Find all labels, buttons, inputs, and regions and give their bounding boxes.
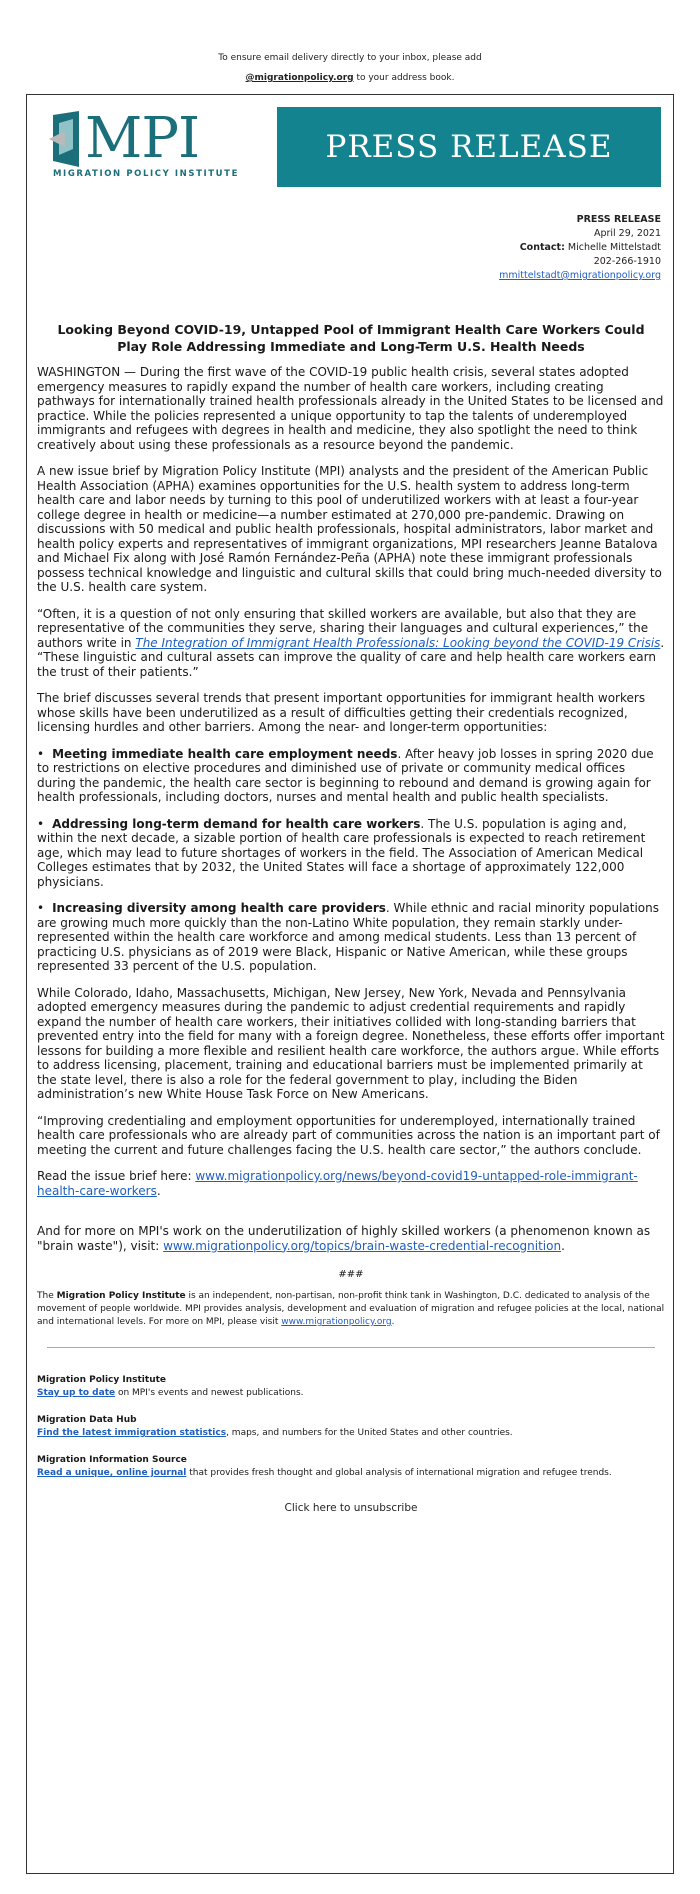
contact-block [499, 213, 661, 283]
paragraph-2: A new issue brief by Migration Policy Institute (MPI) analysts and the president of the American Public Health Association (APHA) examines opportunities for the U.S. health system to address long-term health care and labor needs by turning to this pool of underutilized workers with at least a four-year college degree in health or medicine—a number estimated at 270,000 pre-pandemic. Drawing on discussions with 50 medical and public health professionals, hospital administrators, labor market and health policy experts and representatives of immigrant organizations, MPI researchers Jeanne Batalova and Michael Fix along with José Ramón Fernández-Peña (APHA) note these immigrant professionals possess technical knowledge and linguistic and cultural skills that could bring much-needed diversity to the U.S. health care system. [37, 464, 662, 594]
release-label: PRESS RELEASE [576, 214, 661, 225]
paragraph-1: WASHINGTON — During the first wave of the COVID-19 public health crisis, several states adopted emergency measures to rapidly expand the number of health care workers, including creating pathways for internationally trained health professionals already in the United States to be licensed and practice. While the policies represented a unique opportunity to tap the talents of underemployed immigrants and refugees with degrees in health and medicine, they also spotlight the need to think creatively about using these professionals as a resource beyond the pandemic. [37, 365, 664, 452]
footer-link-title: Migration Policy Institute [37, 1375, 167, 1385]
bullet-text: . While ethnic and racial minority populations are growing much more quickly than the non-Latino White population, they remain starkly under-represented within the health care workforce and among medical students. Less than 13 percent of practicing U.S. physicians as of 2019 were Black, Hispanic or Native American, while these groups represented 33 percent of the U.S. population. [37, 901, 660, 973]
bullet-lead: Meeting immediate health care employment needs [52, 746, 398, 761]
issue-brief-link[interactable]: www.migrationpolicy.org/news/beyond-covid19-untapped-role-immigrant-health-care-workers [37, 1169, 638, 1198]
logo-letters: MPI [85, 106, 200, 171]
footer-link-block: Migration Information Source Read a unique, online journal that provides fresh thought and global analysis of international migration and refugee trends. [37, 1454, 665, 1480]
notice-line-2: @migrationpolicy.org to your address book. [245, 73, 455, 83]
paragraph-4: The brief discusses several trends that present important opportunities for immigrant health workers whose skills have been underutilized as a result of difficulties getting their credentials recognized, licensing hurdles and other barriers. Among the near- and longer-term opportunities: [37, 691, 646, 734]
bullet-text: . The U.S. population is aging and, within the next decade, a sizable portion of health care professionals is expected to reach retirement age, which may lead to future shortages of workers in the field. The Association of American Medical Colleges estimates that by 2032, the United States will face a shortage of approximately 122,000 physicians. [37, 816, 646, 889]
article-headline: Looking Beyond COVID-19, Untapped Pool of Immigrant Health Care Workers Could Play Role Addressing Immediate and Long-Term U.S. Health Needs [57, 322, 645, 354]
bullet-item [37, 747, 665, 805]
mpi-logo[interactable] [41, 107, 269, 187]
header [41, 107, 661, 187]
online-journal-link[interactable]: Read a unique, online journal [37, 1468, 187, 1478]
delivery-notice [0, 0, 700, 88]
notice-line-1: To ensure email delivery directly to your inbox, please add [218, 53, 482, 63]
contact-email-link[interactable]: mmittelstadt@migrationpolicy.org [499, 270, 661, 281]
divider [47, 1347, 655, 1348]
footer-link-title: Migration Data Hub [37, 1415, 137, 1425]
contact-phone: 202-266-1910 [593, 256, 661, 267]
paragraph-3: “Often, it is a question of not only ensuring that skilled workers are available, but also that they are representative of the communities they serve, sharing their languages and cultural experiences,” the authors write in The Integration of Immigrant Health Professionals: Looking beyond the COVID-19 Crisis. “These linguistic and cultural assets can improve the quality of care and help health care workers earn the trust of their patients.” [37, 606, 665, 679]
unsubscribe-link[interactable]: Click here to unsubscribe [284, 1502, 418, 1514]
contact-line: Contact: Michelle Mittelstadt [519, 242, 661, 253]
mpi-logo-mark-icon [49, 109, 85, 169]
bullet-marker: • [37, 746, 45, 761]
bullet-lead: Addressing long-term demand for health care workers [52, 816, 421, 831]
stay-up-to-date-link[interactable]: Stay up to date [37, 1388, 116, 1398]
bullet-text: . After heavy job losses in spring 2020 due to restrictions on elective procedures and diminished use of private or community medical offices during the pandemic, the health care sector is beginning to rebound and demand is growing again for health professionals, including doctors, nurses and mental health and public health specialists. [37, 746, 654, 804]
bullet-lead: Increasing diversity among health care providers [52, 901, 386, 915]
logo-subtitle: MIGRATION POLICY INSTITUTE [53, 169, 239, 179]
about-mpi: The Migration Policy Institute is an independent, non-partisan, non-profit think tank in Washington, D.C. dedicated to analysis of the movement of people worldwide. MPI provides analysis, development and evaluation of migration and refugee policies at the local, national and international levels. For more on MPI, please visit www.migrationpolicy.org. [37, 1291, 665, 1327]
bullet-item [37, 901, 665, 974]
bullet-marker: • [37, 901, 45, 915]
brain-waste-line: And for more on MPI's work on the underutilization of highly skilled workers (a phenomenon known as "brain waste"), visit: www.migrationpolicy.org/topics/brain-waste-credential-recognition. [37, 1224, 651, 1253]
paragraph-5: While Colorado, Idaho, Massachusetts, Michigan, New Jersey, New York, Nevada and Pennsylvania adopted emergency measures during the pandemic to adjust credential requirements and rapidly expand the number of health care workers, their initiatives collided with long-standing barriers that prevented entry into the field for many with a foreign degree. Nonetheless, these efforts offer important lessons for building a more flexible and resilient health care workforce, the authors argue. While efforts to address licensing, placement, training and educational barriers must be implemented primarily at the state level, there is also a role for the federal government to play, including the Biden administration’s new White House Task Force on New Americans. [37, 985, 665, 1101]
bullet-item [37, 817, 665, 890]
footer-link-block: Migration Policy Institute Stay up to date on MPI's events and newest publications. [37, 1374, 665, 1400]
brain-waste-link[interactable]: www.migrationpolicy.org/topics/brain-waste-credential-recognition [163, 1238, 562, 1253]
article-body [37, 321, 665, 1514]
paragraph-6: “Improving credentialing and employment opportunities for underemployed, internationally trained health care professionals who are already part of communities across the nation is an important part of meeting the current and future challenges facing the U.S. health care sector,” the authors conclude. [37, 1113, 660, 1157]
footer-link-block: Migration Data Hub Find the latest immigration statistics, maps, and numbers for the United States and other countries. [37, 1414, 665, 1440]
unsubscribe [37, 1502, 665, 1514]
issue-brief-title-link[interactable]: The Integration of Immigrant Health Professionals: Looking beyond the COVID-19 Crisis [135, 635, 661, 650]
press-release-banner: PRESS RELEASE [277, 107, 661, 187]
bullet-marker: • [37, 816, 45, 831]
immigration-statistics-link[interactable]: Find the latest immigration statistics [37, 1428, 227, 1438]
whitelist-email-link[interactable]: @migrationpolicy.org [245, 73, 354, 83]
release-date: April 29, 2021 [593, 228, 661, 239]
read-brief-line: Read the issue brief here: www.migrationpolicy.org/news/beyond-covid19-untapped-role-immigrant-health-care-workers. [37, 1169, 638, 1198]
mpi-website-link[interactable]: www.migrationpolicy.org [281, 1317, 392, 1327]
footer-link-title: Migration Information Source [37, 1455, 187, 1465]
end-marker: ### [338, 1269, 364, 1280]
email-frame [26, 94, 674, 1874]
